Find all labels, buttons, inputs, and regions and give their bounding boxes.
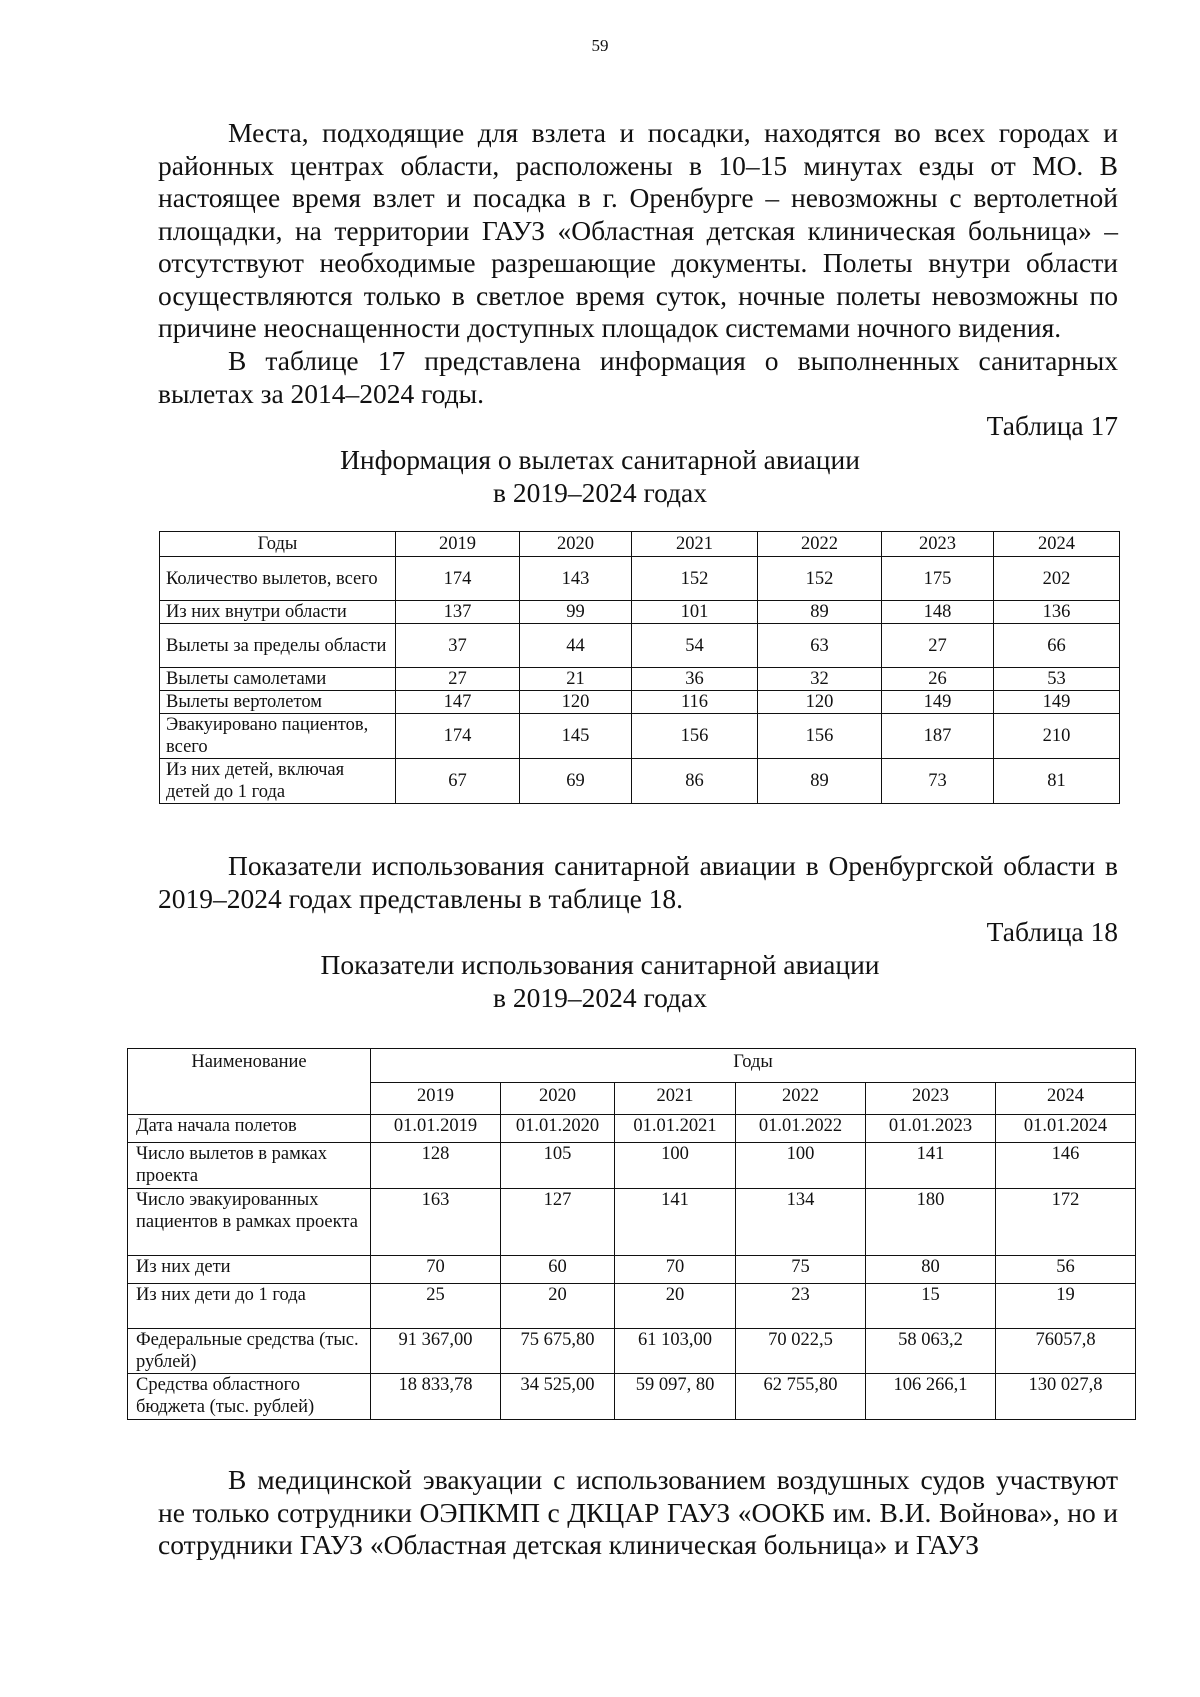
row-value: 120: [758, 691, 882, 714]
row-label: Из них дети до 1 года: [128, 1284, 371, 1329]
row-value: 81: [994, 759, 1120, 804]
row-label: Количество вылетов, всего: [160, 557, 396, 601]
row-value: 01.01.2020: [501, 1115, 615, 1143]
table18-years-header: Годы: [371, 1049, 1136, 1083]
row-value: 75 675,80: [501, 1329, 615, 1374]
row-value: 53: [994, 668, 1120, 691]
table18-year-header: 2020: [501, 1083, 615, 1115]
row-value: 61 103,00: [615, 1329, 736, 1374]
row-value: 70: [371, 1256, 501, 1284]
table-row: [128, 1329, 1136, 1374]
row-value: 62 755,80: [736, 1374, 866, 1420]
row-label: Из них детей, включая детей до 1 года: [160, 759, 396, 804]
row-value: 20: [501, 1284, 615, 1329]
row-value: 174: [396, 714, 520, 759]
table18-name-header: Наименование: [128, 1049, 371, 1115]
row-value: 67: [396, 759, 520, 804]
row-value: 149: [882, 691, 994, 714]
row-label: Вылеты за пределы области: [160, 624, 396, 668]
row-value: 21: [520, 668, 632, 691]
row-value: 105: [501, 1143, 615, 1189]
row-label: Вылеты самолетами: [160, 668, 396, 691]
table-row: [160, 759, 1120, 804]
row-value: 73: [882, 759, 994, 804]
table-row: [160, 714, 1120, 759]
row-value: 32: [758, 668, 882, 691]
row-value: 01.01.2019: [371, 1115, 501, 1143]
row-value: 23: [736, 1284, 866, 1329]
row-value: 25: [371, 1284, 501, 1329]
row-value: 15: [866, 1284, 996, 1329]
row-value: 58 063,2: [866, 1329, 996, 1374]
row-value: 202: [994, 557, 1120, 601]
table-row: [128, 1115, 1136, 1143]
row-value: 175: [882, 557, 994, 601]
row-label: Средства областного бюджета (тыс. рублей): [128, 1374, 371, 1420]
row-value: 128: [371, 1143, 501, 1189]
row-label: Число эвакуированных пациентов в рамках проекта: [128, 1189, 371, 1256]
table-row: [128, 1284, 1136, 1329]
table18-year-header: 2019: [371, 1083, 501, 1115]
table17-caption-line2: в 2019–2024 годах: [493, 476, 707, 508]
row-value: 70: [615, 1256, 736, 1284]
table-row: [160, 691, 1120, 714]
table17-caption-line1: Информация о вылетах санитарной авиации: [340, 444, 860, 475]
row-value: 100: [736, 1143, 866, 1189]
table17-header-year: 2019: [396, 532, 520, 557]
table17-header-label: Годы: [160, 532, 396, 557]
table18-caption-line1: Показатели использования санитарной авиации: [320, 949, 880, 980]
row-value: 01.01.2021: [615, 1115, 736, 1143]
row-value: 36: [632, 668, 758, 691]
row-value: 174: [396, 557, 520, 601]
table-row: [128, 1189, 1136, 1256]
row-value: 70 022,5: [736, 1329, 866, 1374]
row-value: 66: [994, 624, 1120, 668]
row-label: Из них внутри области: [160, 601, 396, 624]
row-value: 91 367,00: [371, 1329, 501, 1374]
table17-header-year: 2024: [994, 532, 1120, 557]
table-row: [160, 557, 1120, 601]
row-value: 86: [632, 759, 758, 804]
row-value: 44: [520, 624, 632, 668]
row-value: 130 027,8: [996, 1374, 1136, 1420]
row-value: 19: [996, 1284, 1136, 1329]
row-value: 54: [632, 624, 758, 668]
row-value: 210: [994, 714, 1120, 759]
row-value: 20: [615, 1284, 736, 1329]
row-value: 116: [632, 691, 758, 714]
row-value: 99: [520, 601, 632, 624]
table-row: [128, 1374, 1136, 1420]
row-label: Число вылетов в рамках проекта: [128, 1143, 371, 1189]
row-label: Федеральные средства (тыс. рублей): [128, 1329, 371, 1374]
table17-caption: [0, 444, 1200, 509]
table17-header-year: 2022: [758, 532, 882, 557]
row-value: 63: [758, 624, 882, 668]
row-value: 01.01.2024: [996, 1115, 1136, 1143]
row-value: 80: [866, 1256, 996, 1284]
row-value: 69: [520, 759, 632, 804]
table18-year-header: 2022: [736, 1083, 866, 1115]
table-row: [160, 668, 1120, 691]
row-value: 26: [882, 668, 994, 691]
table18-year-header: 2023: [866, 1083, 996, 1115]
row-value: 27: [396, 668, 520, 691]
row-value: 137: [396, 601, 520, 624]
row-value: 136: [994, 601, 1120, 624]
table18-caption: [0, 949, 1200, 1014]
row-value: 120: [520, 691, 632, 714]
row-value: 152: [632, 557, 758, 601]
paragraph-helipads: Места, подходящие для взлета и посадки, находятся во всех городах и районных центрах области, расположены в 10–15 минутах езды от МО. В настоящее время взлет и посадка в г. Оренбурге – невозможны с вертолетной площадки, на территории ГАУЗ «Областная детская клиническая больница» – отсутствуют необходимые разрешающие документы. Полеты внутри области осуществляются только в светлое время суток, ночные полеты невозможны по причине неоснащенности доступных площадок системами ночного видения.: [158, 117, 1118, 343]
row-value: 101: [632, 601, 758, 624]
row-label: Вылеты вертолетом: [160, 691, 396, 714]
row-value: 141: [866, 1143, 996, 1189]
row-value: 180: [866, 1189, 996, 1256]
table17-header-year: 2023: [882, 532, 994, 557]
row-value: 145: [520, 714, 632, 759]
row-value: 75: [736, 1256, 866, 1284]
row-value: 141: [615, 1189, 736, 1256]
paragraph-table18-intro: Показатели использования санитарной авиации в Оренбургской области в 2019–2024 годах представлены в таблице 18.: [158, 850, 1118, 914]
row-value: 59 097, 80: [615, 1374, 736, 1420]
row-label: Из них дети: [128, 1256, 371, 1284]
row-value: 143: [520, 557, 632, 601]
table-row: [128, 1256, 1136, 1284]
paragraph-table17-intro: В таблице 17 представлена информация о выполненных санитарных вылетах за 2014–2024 годы.: [158, 345, 1118, 409]
row-value: 100: [615, 1143, 736, 1189]
table18-label: Таблица 18: [986, 916, 1118, 947]
row-value: 37: [396, 624, 520, 668]
page-number: 59: [591, 36, 609, 55]
paragraph-evacuation-staff: В медицинской эвакуации с использованием воздушных судов участвуют не только сотрудники ОЭПКМП с ДКЦАР ГАУЗ «ООКБ им. В.И. Войнова», но и сотрудники ГАУЗ «Областная детская клиническая больница» и ГАУЗ: [158, 1464, 1118, 1560]
row-value: 76057,8: [996, 1329, 1136, 1374]
row-value: 187: [882, 714, 994, 759]
row-value: 152: [758, 557, 882, 601]
row-value: 01.01.2023: [866, 1115, 996, 1143]
row-value: 127: [501, 1189, 615, 1256]
table-row: [160, 624, 1120, 668]
row-value: 146: [996, 1143, 1136, 1189]
row-value: 106 266,1: [866, 1374, 996, 1420]
row-value: 172: [996, 1189, 1136, 1256]
table18-aviation-usage: [127, 1048, 1136, 1420]
row-value: 34 525,00: [501, 1374, 615, 1420]
table18-year-header: 2021: [615, 1083, 736, 1115]
table-row: [128, 1143, 1136, 1189]
row-value: 27: [882, 624, 994, 668]
row-value: 89: [758, 601, 882, 624]
row-value: 56: [996, 1256, 1136, 1284]
table17-header-year: 2020: [520, 532, 632, 557]
row-value: 163: [371, 1189, 501, 1256]
table18-caption-line2: в 2019–2024 годах: [493, 981, 707, 1013]
row-value: 149: [994, 691, 1120, 714]
table17-flights: [159, 531, 1120, 804]
row-value: 156: [632, 714, 758, 759]
row-value: 01.01.2022: [736, 1115, 866, 1143]
row-value: 134: [736, 1189, 866, 1256]
table18-year-header: 2024: [996, 1083, 1136, 1115]
table-row: [160, 601, 1120, 624]
table17-label: Таблица 17: [986, 410, 1118, 441]
row-label: Эвакуировано пациентов, всего: [160, 714, 396, 759]
row-value: 18 833,78: [371, 1374, 501, 1420]
row-value: 60: [501, 1256, 615, 1284]
row-value: 148: [882, 601, 994, 624]
table17-header-year: 2021: [632, 532, 758, 557]
row-value: 156: [758, 714, 882, 759]
row-label: Дата начала полетов: [128, 1115, 371, 1143]
row-value: 89: [758, 759, 882, 804]
table17-header-row: [160, 532, 1120, 557]
row-value: 147: [396, 691, 520, 714]
